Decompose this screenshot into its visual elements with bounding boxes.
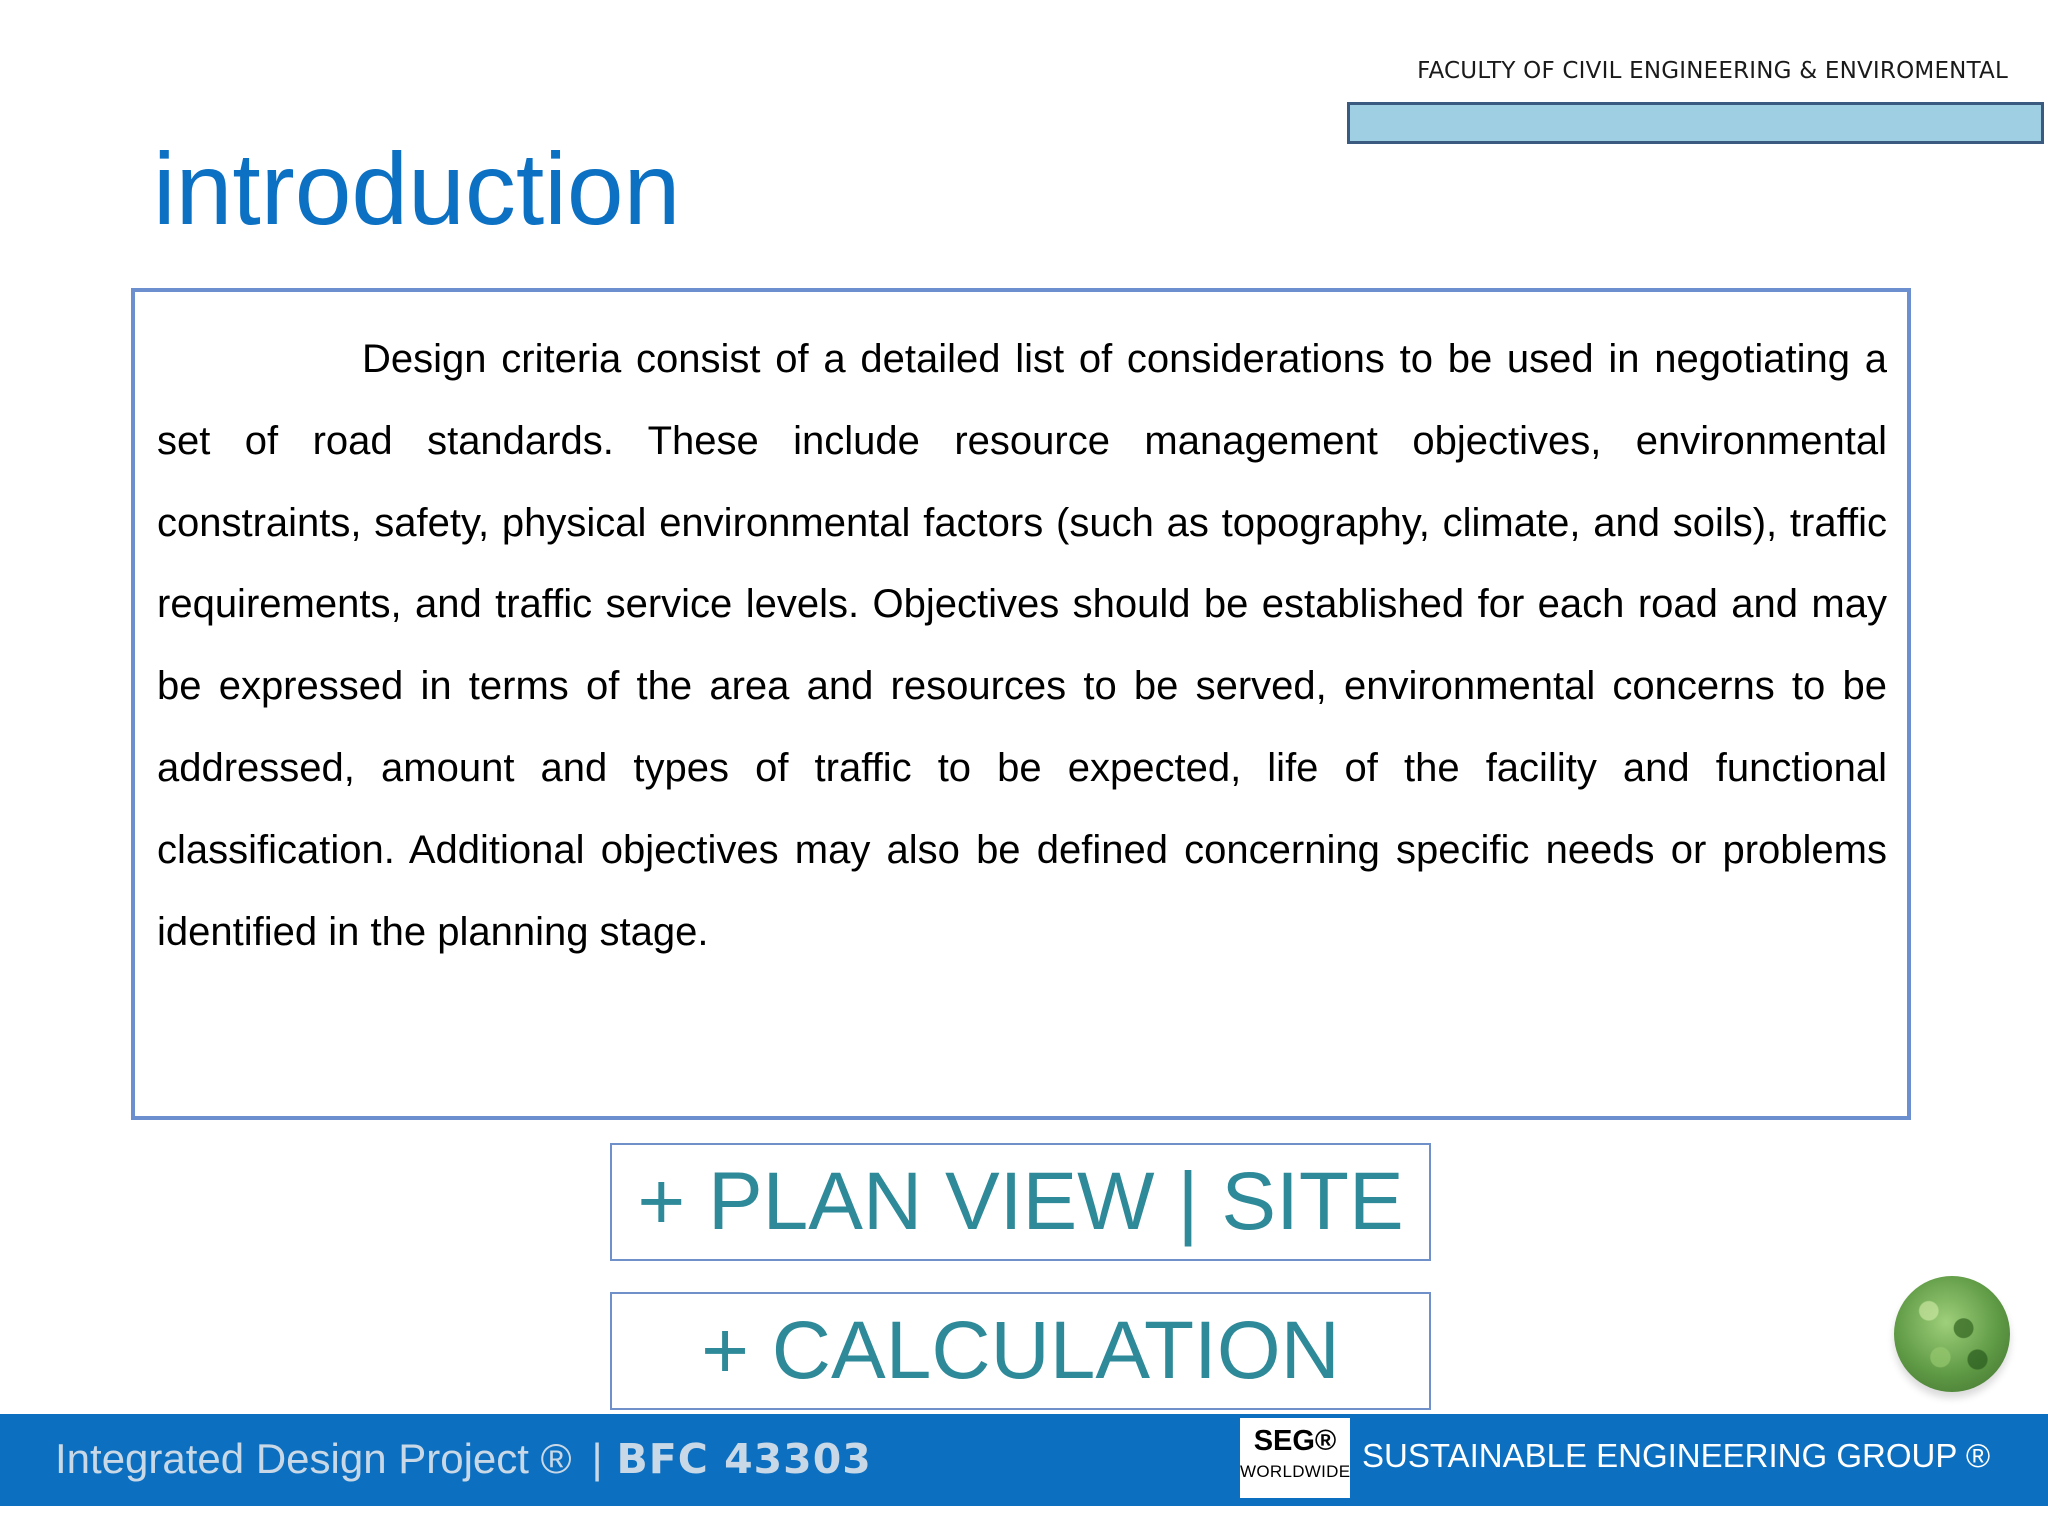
footer-project-title <box>55 1436 872 1482</box>
page-title: introduction <box>153 132 681 246</box>
footer-group-name: SUSTAINABLE ENGINEERING GROUP ® <box>1362 1437 1991 1474</box>
content-box <box>131 288 1911 1120</box>
plan-view-site-button[interactable]: + PLAN VIEW | SITE <box>610 1143 1431 1261</box>
footer-project-label: Integrated Design Project ® <box>55 1435 572 1482</box>
footer-bar <box>0 1414 2048 1506</box>
green-globe-icon <box>1894 1276 2010 1392</box>
calculation-button[interactable]: + CALCULATION <box>610 1292 1431 1410</box>
seg-logo-mark: SEG® <box>1253 1425 1337 1457</box>
footer-separator: | <box>591 1435 603 1482</box>
seg-logo <box>1240 1418 1350 1498</box>
course-code: BFC 43303 <box>616 1435 872 1483</box>
seg-logo-subtext: WORLDWIDE <box>1240 1461 1351 1481</box>
faculty-label: FACULTY OF CIVIL ENGINEERING & ENVIROMENTAL <box>1417 58 2008 84</box>
body-paragraph: Design criteria consist of a detailed list of considerations to be used in negotiating a set of road standards. These include resource management objectives, environmental constraints, safety, physical environmental factors (such as topography, climate, and soils), traffic requirements, and traffic service levels. Objectives should be established for each road and may be expressed in terms of the area and resources to be served, environmental concerns to be addressed, amount and types of traffic to be expected, life of the facility and functional classification. Additional objectives may also be defined concerning specific needs or problems identified in the planning stage. <box>157 337 1887 954</box>
faculty-accent-bar <box>1347 102 2044 144</box>
